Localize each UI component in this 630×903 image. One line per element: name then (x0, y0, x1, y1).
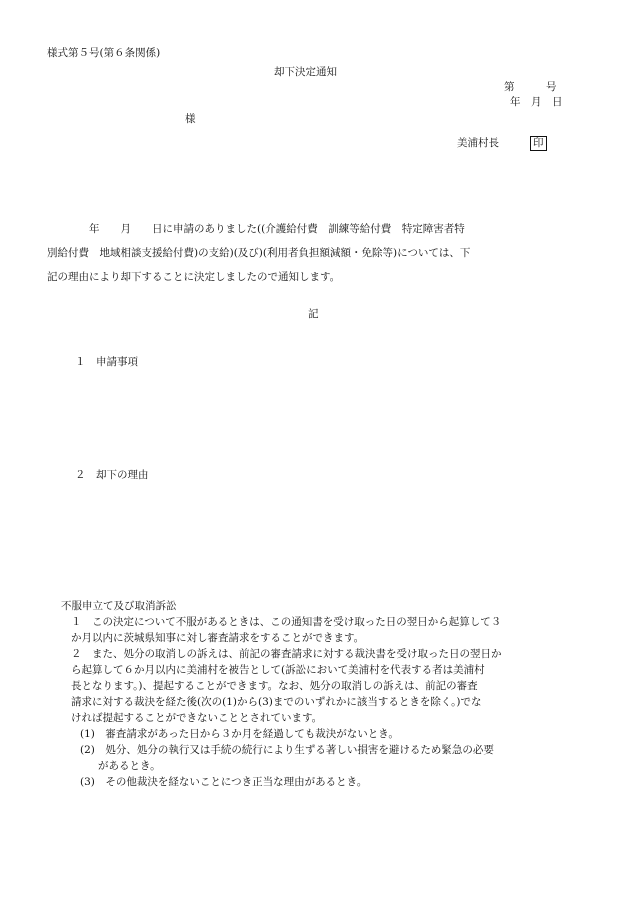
document-title: 却下決定通知 (274, 66, 337, 78)
ki-heading: 記 (308, 308, 319, 320)
body-line-2: 別給付費 地域相談支援給付費)の支給)(及び)(利用者負担額減額・免除等)については、下 (47, 247, 471, 259)
appeal-line-1: １ この決定について不服があるときは、この通知書を受け取った日の翌日から起算して３ (71, 616, 502, 628)
seal-mark (530, 136, 547, 151)
form-number: 様式第５号(第６条関係) (47, 47, 161, 59)
appeal-heading: 不服申立て及び取消訴訟 (61, 600, 177, 612)
appeal-line-5: 長となります。)、提起することができます。なお、処分の取消しの訴えは、前記の審査 (71, 680, 478, 692)
appeal-line-11: (3) その他裁決を経ないことにつき正当な理由があるとき。 (80, 776, 368, 788)
appeal-line-4: ら起算して６か月以内に美浦村を被告として(訴訟において美浦村を代表する者は美浦村 (71, 664, 485, 676)
appeal-line-7: ければ提起することができないこととされています。 (71, 712, 323, 724)
seal-label: 印 (530, 136, 547, 151)
section-application-item: １ 申請事項 (75, 356, 138, 368)
appeal-line-9: (2) 処分、処分の執行又は手続の続行により生ずる著しい損害を避けるため緊急の必要 (80, 744, 494, 756)
addressee: 様 (185, 113, 196, 125)
issuer-name: 美浦村長 (457, 137, 499, 149)
section-rejection-reason: ２ 却下の理由 (75, 469, 149, 481)
appeal-line-6: 請求に対する裁決を経た後(次の(1)から(3)までのいずれかに該当するときを除く。)でな (71, 696, 482, 708)
document-number: 第 号 (504, 81, 557, 93)
document-date: 年 月 日 (510, 96, 563, 108)
body-line-3: 記の理由により却下することに決定しましたので通知します。 (47, 271, 341, 283)
appeal-line-8: (1) 審査請求があった日から３か月を経過しても裁決がないとき。 (80, 728, 399, 740)
body-line-1: 年 月 日に申請のありました((介護給付費 訓練等給付費 特定障害者特 (47, 223, 465, 235)
appeal-line-3: ２ また、処分の取消しの訴えは、前記の審査請求に対する裁決書を受け取った日の翌日か (71, 648, 502, 660)
appeal-line-10: があるとき。 (98, 760, 161, 772)
appeal-line-2: か月以内に茨城県知事に対し審査請求をすることができます。 (71, 632, 365, 644)
